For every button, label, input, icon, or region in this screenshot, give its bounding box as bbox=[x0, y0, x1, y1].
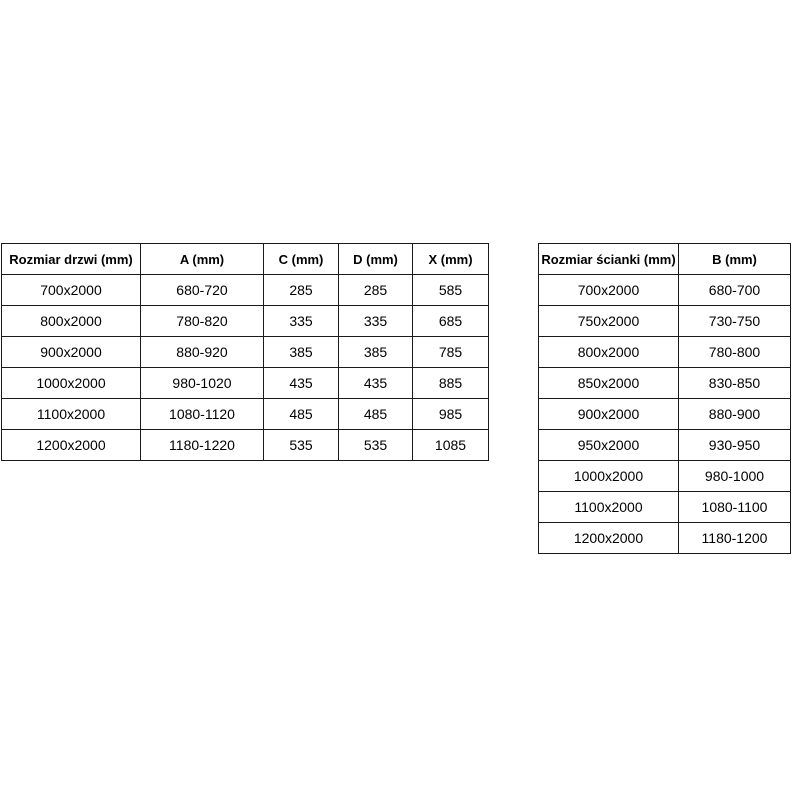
column-header: Rozmiar ścianki (mm) bbox=[539, 244, 679, 275]
table-cell: 485 bbox=[264, 399, 339, 430]
table-cell: 830-850 bbox=[679, 368, 791, 399]
table-cell: 900x2000 bbox=[539, 399, 679, 430]
table-row bbox=[539, 337, 791, 368]
column-header: B (mm) bbox=[679, 244, 791, 275]
table-cell: 335 bbox=[339, 306, 413, 337]
table-cell: 335 bbox=[264, 306, 339, 337]
table-row bbox=[2, 399, 489, 430]
table-cell: 385 bbox=[339, 337, 413, 368]
table-row bbox=[2, 306, 489, 337]
table-cell: 980-1020 bbox=[141, 368, 264, 399]
table-row bbox=[539, 399, 791, 430]
table-cell: 535 bbox=[264, 430, 339, 461]
table-cell: 435 bbox=[339, 368, 413, 399]
table-cell: 980-1000 bbox=[679, 461, 791, 492]
column-header: X (mm) bbox=[413, 244, 489, 275]
table-cell: 1080-1100 bbox=[679, 492, 791, 523]
column-header: A (mm) bbox=[141, 244, 264, 275]
table-cell: 785 bbox=[413, 337, 489, 368]
table-row bbox=[539, 523, 791, 554]
table-row bbox=[539, 306, 791, 337]
door-sizes-header-row bbox=[2, 244, 489, 275]
table-row bbox=[539, 430, 791, 461]
column-header: D (mm) bbox=[339, 244, 413, 275]
table-cell: 1100x2000 bbox=[2, 399, 141, 430]
column-header: Rozmiar drzwi (mm) bbox=[2, 244, 141, 275]
table-cell: 535 bbox=[339, 430, 413, 461]
table-cell: 1200x2000 bbox=[2, 430, 141, 461]
table-cell: 685 bbox=[413, 306, 489, 337]
table-cell: 700x2000 bbox=[539, 275, 679, 306]
table-cell: 985 bbox=[413, 399, 489, 430]
door-sizes-table bbox=[1, 243, 489, 461]
table-cell: 780-820 bbox=[141, 306, 264, 337]
table-cell: 285 bbox=[339, 275, 413, 306]
table-row bbox=[2, 368, 489, 399]
table-cell: 885 bbox=[413, 368, 489, 399]
table-cell: 780-800 bbox=[679, 337, 791, 368]
table-cell: 1000x2000 bbox=[2, 368, 141, 399]
table-cell: 930-950 bbox=[679, 430, 791, 461]
table-cell: 800x2000 bbox=[2, 306, 141, 337]
table-cell: 680-700 bbox=[679, 275, 791, 306]
table-cell: 1080-1120 bbox=[141, 399, 264, 430]
table-cell: 880-900 bbox=[679, 399, 791, 430]
table-cell: 850x2000 bbox=[539, 368, 679, 399]
table-row bbox=[539, 368, 791, 399]
table-row bbox=[539, 492, 791, 523]
table-cell: 1000x2000 bbox=[539, 461, 679, 492]
table-cell: 730-750 bbox=[679, 306, 791, 337]
table-cell: 285 bbox=[264, 275, 339, 306]
table-row bbox=[539, 275, 791, 306]
table-cell: 880-920 bbox=[141, 337, 264, 368]
table-row bbox=[2, 275, 489, 306]
table-cell: 1180-1220 bbox=[141, 430, 264, 461]
wall-sizes-header-row bbox=[539, 244, 791, 275]
table-cell: 950x2000 bbox=[539, 430, 679, 461]
table-cell: 585 bbox=[413, 275, 489, 306]
table-cell: 1085 bbox=[413, 430, 489, 461]
table-cell: 750x2000 bbox=[539, 306, 679, 337]
table-row bbox=[2, 337, 489, 368]
column-header: C (mm) bbox=[264, 244, 339, 275]
wall-sizes-table bbox=[538, 243, 791, 554]
table-row bbox=[2, 430, 489, 461]
table-cell: 485 bbox=[339, 399, 413, 430]
table-cell: 1100x2000 bbox=[539, 492, 679, 523]
table-cell: 700x2000 bbox=[2, 275, 141, 306]
table-cell: 435 bbox=[264, 368, 339, 399]
table-cell: 800x2000 bbox=[539, 337, 679, 368]
table-cell: 680-720 bbox=[141, 275, 264, 306]
table-row bbox=[539, 461, 791, 492]
table-cell: 900x2000 bbox=[2, 337, 141, 368]
table-cell: 1200x2000 bbox=[539, 523, 679, 554]
table-cell: 1180-1200 bbox=[679, 523, 791, 554]
table-cell: 385 bbox=[264, 337, 339, 368]
